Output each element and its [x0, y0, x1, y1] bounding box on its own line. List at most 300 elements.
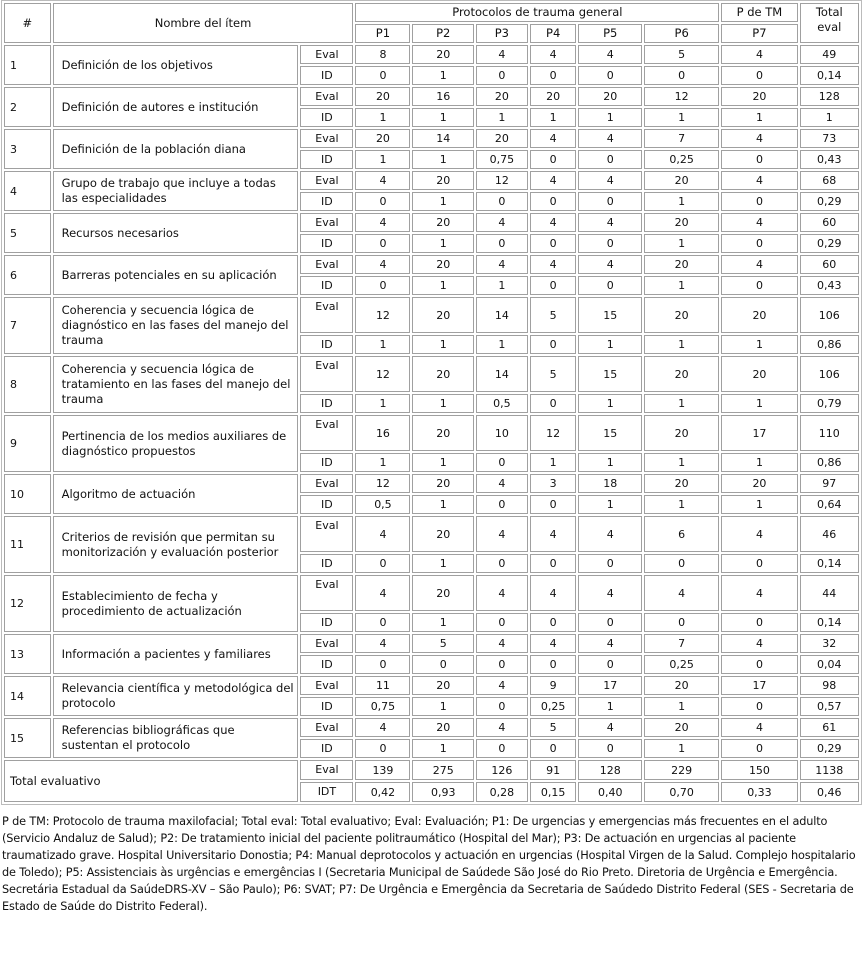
id-cell: 0	[530, 655, 577, 674]
col-header-p4: P4	[530, 24, 577, 43]
protocol-evaluation-table	[1, 0, 862, 805]
eval-cell: 20	[721, 356, 797, 392]
id-cell: 0	[721, 613, 797, 632]
item-name: Algoritmo de actuación	[53, 474, 299, 514]
id-cell: 1	[530, 453, 577, 472]
id-cell: 0	[578, 150, 642, 169]
eval-cell: 4	[530, 516, 577, 552]
col-header-p7: P7	[721, 24, 797, 43]
id-cell: 1	[412, 335, 473, 354]
id-cell: 0	[721, 234, 797, 253]
id-label: ID	[300, 613, 353, 632]
id-label: ID	[300, 495, 353, 514]
eval-cell: 4	[578, 45, 642, 64]
table-row-eval	[4, 171, 859, 190]
total-id-cell: 1	[800, 108, 859, 127]
col-group-maxillofacial: P de TM	[721, 3, 797, 22]
table-row-eval	[4, 516, 859, 552]
id-cell: 0,25	[530, 697, 577, 716]
total-idt-cell: 0,15	[530, 782, 577, 802]
total-eval-cell: 275	[412, 760, 473, 780]
eval-cell: 4	[578, 634, 642, 653]
id-label: ID	[300, 150, 353, 169]
id-label: ID	[300, 739, 353, 758]
eval-cell: 15	[578, 297, 642, 333]
eval-cell: 20	[412, 45, 473, 64]
item-name: Relevancia científica y metodológica del protocolo	[53, 676, 299, 716]
total-idt-cell: 0,33	[721, 782, 797, 802]
eval-cell: 4	[578, 171, 642, 190]
item-number: 4	[4, 171, 51, 211]
total-eval-cell: 97	[800, 474, 859, 493]
id-cell: 0	[476, 192, 528, 211]
eval-cell: 20	[644, 676, 719, 695]
total-eval-cell: 139	[355, 760, 410, 780]
table-row-eval	[4, 129, 859, 148]
id-label: ID	[300, 394, 353, 413]
eval-cell: 20	[412, 516, 473, 552]
id-cell: 0	[530, 276, 577, 295]
item-number: 7	[4, 297, 51, 354]
table-row-eval	[4, 718, 859, 737]
id-label: ID	[300, 234, 353, 253]
id-cell: 1	[476, 108, 528, 127]
total-idt-cell: 0,40	[578, 782, 642, 802]
eval-cell: 20	[644, 171, 719, 190]
total-eval-cell: 126	[476, 760, 528, 780]
eval-cell: 15	[578, 356, 642, 392]
eval-cell: 3	[530, 474, 577, 493]
eval-cell: 6	[644, 516, 719, 552]
eval-cell: 16	[355, 415, 410, 451]
id-cell: 0	[578, 554, 642, 573]
eval-label: Eval	[300, 634, 353, 653]
eval-cell: 20	[644, 255, 719, 274]
eval-cell: 5	[530, 297, 577, 333]
item-name: Coherencia y secuencia lógica de tratamiento en las fases del manejo del trauma	[53, 356, 299, 413]
id-cell: 0	[578, 739, 642, 758]
id-cell: 0,5	[355, 495, 410, 514]
total-id-cell: 0,14	[800, 613, 859, 632]
eval-cell: 17	[721, 676, 797, 695]
eval-cell: 12	[644, 87, 719, 106]
eval-cell: 4	[355, 213, 410, 232]
eval-cell: 20	[412, 718, 473, 737]
eval-cell: 20	[721, 474, 797, 493]
item-number: 5	[4, 213, 51, 253]
eval-cell: 4	[355, 516, 410, 552]
id-cell: 1	[412, 613, 473, 632]
eval-cell: 15	[578, 415, 642, 451]
eval-cell: 20	[412, 171, 473, 190]
id-label: ID	[300, 108, 353, 127]
eval-cell: 18	[578, 474, 642, 493]
eval-cell: 14	[412, 129, 473, 148]
id-cell: 1	[412, 394, 473, 413]
eval-label: Eval	[300, 87, 353, 106]
id-label: ID	[300, 453, 353, 472]
eval-cell: 20	[530, 87, 577, 106]
eval-label: Eval	[300, 255, 353, 274]
id-cell: 1	[644, 276, 719, 295]
total-eval-cell: 46	[800, 516, 859, 552]
eval-label: Eval	[300, 718, 353, 737]
eval-cell: 4	[530, 634, 577, 653]
id-cell: 1	[412, 66, 473, 85]
id-cell: 0	[721, 150, 797, 169]
eval-cell: 20	[412, 356, 473, 392]
id-cell: 0	[578, 66, 642, 85]
item-number: 14	[4, 676, 51, 716]
total-eval-cell: 44	[800, 575, 859, 611]
total-eval-cell: 73	[800, 129, 859, 148]
eval-cell: 11	[355, 676, 410, 695]
total-idt-cell: 0,93	[412, 782, 473, 802]
eval-cell: 4	[476, 516, 528, 552]
eval-cell: 4	[721, 171, 797, 190]
eval-cell: 20	[721, 87, 797, 106]
eval-cell: 4	[355, 575, 410, 611]
id-cell: 1	[476, 276, 528, 295]
id-cell: 0	[721, 655, 797, 674]
id-cell: 0	[530, 66, 577, 85]
id-cell: 0	[721, 192, 797, 211]
eval-cell: 4	[721, 718, 797, 737]
total-eval-cell: 32	[800, 634, 859, 653]
id-cell: 0	[476, 234, 528, 253]
eval-cell: 4	[476, 676, 528, 695]
eval-cell: 4	[530, 45, 577, 64]
total-idt-cell: 0,70	[644, 782, 719, 802]
id-cell: 0	[355, 66, 410, 85]
id-cell: 0	[721, 66, 797, 85]
total-id-cell: 0,79	[800, 394, 859, 413]
id-cell: 1	[412, 495, 473, 514]
id-cell: 0	[644, 613, 719, 632]
eval-cell: 4	[721, 575, 797, 611]
item-number: 6	[4, 255, 51, 295]
id-cell: 1	[578, 453, 642, 472]
eval-label: Eval	[300, 213, 353, 232]
eval-cell: 12	[530, 415, 577, 451]
eval-cell: 20	[412, 213, 473, 232]
item-name: Información a pacientes y familiares	[53, 634, 299, 674]
table-row-eval	[4, 87, 859, 106]
id-cell: 1	[412, 234, 473, 253]
id-cell: 0	[530, 554, 577, 573]
total-row-eval	[4, 760, 859, 780]
total-eval-cell: 229	[644, 760, 719, 780]
id-label: ID	[300, 697, 353, 716]
id-cell: 1	[644, 739, 719, 758]
id-label: ID	[300, 192, 353, 211]
id-cell: 1	[355, 150, 410, 169]
id-cell: 1	[644, 192, 719, 211]
total-idt-cell: 0,28	[476, 782, 528, 802]
eval-cell: 4	[721, 255, 797, 274]
eval-cell: 5	[412, 634, 473, 653]
total-label: Total evaluativo	[4, 760, 298, 802]
eval-cell: 20	[412, 575, 473, 611]
total-id-cell: 0,04	[800, 655, 859, 674]
col-header-p3: P3	[476, 24, 528, 43]
id-cell: 0	[721, 554, 797, 573]
id-cell: 1	[578, 495, 642, 514]
id-cell: 0	[476, 453, 528, 472]
id-label: ID	[300, 554, 353, 573]
id-label: ID	[300, 335, 353, 354]
total-id-cell: 0,29	[800, 234, 859, 253]
eval-cell: 7	[644, 129, 719, 148]
eval-cell: 4	[476, 634, 528, 653]
id-cell: 0	[355, 739, 410, 758]
eval-cell: 4	[721, 516, 797, 552]
item-number: 2	[4, 87, 51, 127]
id-cell: 0	[530, 192, 577, 211]
eval-cell: 4	[721, 45, 797, 64]
col-header-p5: P5	[578, 24, 642, 43]
total-id-cell: 0,57	[800, 697, 859, 716]
id-cell: 1	[412, 697, 473, 716]
id-cell: 1	[530, 108, 577, 127]
id-cell: 0	[476, 655, 528, 674]
eval-cell: 20	[644, 356, 719, 392]
id-cell: 0,5	[476, 394, 528, 413]
id-cell: 0	[644, 66, 719, 85]
id-cell: 1	[578, 108, 642, 127]
id-cell: 0	[355, 613, 410, 632]
eval-cell: 12	[355, 356, 410, 392]
col-header-p2: P2	[412, 24, 473, 43]
item-name: Grupo de trabajo que incluye a todas las especialidades	[53, 171, 299, 211]
col-header-p1: P1	[355, 24, 410, 43]
eval-cell: 4	[578, 129, 642, 148]
id-cell: 0	[721, 276, 797, 295]
id-cell: 0	[476, 66, 528, 85]
table-row-eval	[4, 45, 859, 64]
eval-cell: 20	[412, 676, 473, 695]
id-cell: 1	[644, 335, 719, 354]
total-eval-cell: 128	[578, 760, 642, 780]
total-eval-cell: 60	[800, 255, 859, 274]
id-cell: 0	[721, 697, 797, 716]
id-cell: 0	[476, 739, 528, 758]
id-cell: 0	[578, 655, 642, 674]
eval-cell: 17	[721, 415, 797, 451]
eval-cell: 14	[476, 356, 528, 392]
id-cell: 1	[412, 150, 473, 169]
eval-label: Eval	[300, 676, 353, 695]
total-id-cell: 0,86	[800, 453, 859, 472]
col-header-number: #	[4, 3, 51, 43]
id-cell: 0	[578, 234, 642, 253]
eval-label: Eval	[300, 129, 353, 148]
id-cell: 1	[412, 739, 473, 758]
eval-label: Eval	[300, 415, 353, 451]
id-cell: 1	[355, 108, 410, 127]
total-id-cell: 0,43	[800, 150, 859, 169]
eval-cell: 20	[578, 87, 642, 106]
eval-cell: 4	[530, 575, 577, 611]
id-cell: 0	[578, 192, 642, 211]
eval-cell: 4	[530, 213, 577, 232]
eval-cell: 4	[476, 255, 528, 274]
eval-cell: 4	[355, 171, 410, 190]
eval-cell: 12	[355, 474, 410, 493]
id-cell: 1	[721, 335, 797, 354]
total-id-cell: 0,64	[800, 495, 859, 514]
eval-cell: 4	[476, 474, 528, 493]
id-cell: 1	[644, 108, 719, 127]
eval-cell: 20	[412, 474, 473, 493]
id-cell: 0	[530, 394, 577, 413]
eval-cell: 12	[355, 297, 410, 333]
id-cell: 1	[721, 453, 797, 472]
id-cell: 1	[644, 697, 719, 716]
eval-label: Eval	[300, 45, 353, 64]
item-name: Definición de autores e institución	[53, 87, 299, 127]
eval-cell: 4	[578, 718, 642, 737]
total-eval-cell: 1138	[800, 760, 859, 780]
id-cell: 1	[412, 453, 473, 472]
eval-label: Eval	[300, 356, 353, 392]
total-idt-cell: 0,42	[355, 782, 410, 802]
total-id-cell: 0,43	[800, 276, 859, 295]
eval-cell: 16	[412, 87, 473, 106]
id-cell: 0	[476, 613, 528, 632]
id-cell: 1	[355, 453, 410, 472]
col-header-total: Total eval	[800, 3, 859, 43]
total-idt-cell: 0,46	[800, 782, 859, 802]
item-number: 13	[4, 634, 51, 674]
id-cell: 0,25	[644, 655, 719, 674]
table-row-eval	[4, 415, 859, 451]
id-cell: 0	[721, 739, 797, 758]
eval-cell: 4	[476, 45, 528, 64]
item-number: 15	[4, 718, 51, 758]
eval-cell: 4	[530, 255, 577, 274]
id-cell: 0	[530, 234, 577, 253]
item-name: Criterios de revisión que permitan su monitorización y evaluación posterior	[53, 516, 299, 573]
table-row-eval	[4, 297, 859, 333]
id-cell: 1	[721, 394, 797, 413]
eval-cell: 10	[476, 415, 528, 451]
eval-cell: 20	[412, 297, 473, 333]
id-cell: 0	[355, 554, 410, 573]
eval-cell: 7	[644, 634, 719, 653]
item-name: Recursos necesarios	[53, 213, 299, 253]
item-name: Definición de la población diana	[53, 129, 299, 169]
eval-cell: 4	[578, 255, 642, 274]
eval-cell: 4	[530, 171, 577, 190]
item-number: 8	[4, 356, 51, 413]
id-cell: 0,25	[644, 150, 719, 169]
item-number: 3	[4, 129, 51, 169]
total-id-cell: 0,29	[800, 739, 859, 758]
total-id-cell: 0,29	[800, 192, 859, 211]
id-cell: 1	[644, 495, 719, 514]
eval-cell: 4	[578, 575, 642, 611]
eval-cell: 4	[476, 718, 528, 737]
id-cell: 1	[412, 192, 473, 211]
eval-cell: 20	[476, 87, 528, 106]
total-eval-cell: 98	[800, 676, 859, 695]
eval-cell: 4	[721, 129, 797, 148]
item-name: Pertinencia de los medios auxiliares de diagnóstico propuestos	[53, 415, 299, 472]
eval-label: Eval	[300, 474, 353, 493]
total-eval-cell: 68	[800, 171, 859, 190]
eval-cell: 20	[644, 415, 719, 451]
id-label: ID	[300, 276, 353, 295]
item-number: 12	[4, 575, 51, 632]
id-cell: 0	[355, 655, 410, 674]
eval-cell: 5	[530, 718, 577, 737]
eval-cell: 20	[355, 87, 410, 106]
eval-cell: 4	[578, 516, 642, 552]
item-name: Barreras potenciales en su aplicación	[53, 255, 299, 295]
eval-label: Eval	[300, 171, 353, 190]
id-cell: 1	[355, 335, 410, 354]
eval-cell: 4	[355, 634, 410, 653]
eval-cell: 4	[355, 718, 410, 737]
table-footnote: P de TM: Protocolo de trauma maxilofacial; Total eval: Total evaluativo; Eval: Evaluación; P1: De urgencias y emergencias más frecuentes en el adulto (Servicio Andaluz de Salud); P2: De tratamiento inicial del paciente politraumático (Hospital del Mar); P3: De actuación en urgencias al paciente traumatizado grave. Hospital Universitario Donostia; P4: Manual deprotocolos y actuación en urgencias (Hospital Virgen de la Salud. Complejo hospitalario de Toledo); P5: Assistenciais às urgências e emergências I (Secretaria Municipal de Saúdede São José do Rio Preto. Diretoria de Urgência e Emergência. Secretária Estadual da SaúdeDRS-XV – São Paulo); P6: SVAT; P7: De Urgência e Emergência da Secretaria de Saúdedo Distrito Federal (SES - Secretaria de Estado de Saúde do Distrito Federal).	[2, 815, 856, 913]
table-row-eval	[4, 634, 859, 653]
id-cell: 1	[578, 394, 642, 413]
id-cell: 1	[412, 554, 473, 573]
table-row-eval	[4, 575, 859, 611]
total-eval-cell: 49	[800, 45, 859, 64]
id-cell: 0	[530, 335, 577, 354]
eval-cell: 20	[721, 297, 797, 333]
idt-label: IDT	[300, 782, 353, 802]
eval-cell: 12	[476, 171, 528, 190]
item-name: Definición de los objetivos	[53, 45, 299, 85]
eval-cell: 4	[476, 575, 528, 611]
id-cell: 0	[530, 739, 577, 758]
id-cell: 1	[644, 394, 719, 413]
total-eval-cell: 110	[800, 415, 859, 451]
id-label: ID	[300, 655, 353, 674]
eval-cell: 4	[721, 634, 797, 653]
id-cell: 0,75	[355, 697, 410, 716]
col-group-general-trauma: Protocolos de trauma general	[355, 3, 719, 22]
id-cell: 0	[355, 192, 410, 211]
col-header-p6: P6	[644, 24, 719, 43]
id-cell: 0	[412, 655, 473, 674]
id-cell: 1	[644, 453, 719, 472]
id-cell: 1	[476, 335, 528, 354]
id-cell: 1	[721, 495, 797, 514]
eval-cell: 20	[355, 129, 410, 148]
eval-cell: 20	[644, 213, 719, 232]
id-cell: 1	[578, 335, 642, 354]
eval-cell: 4	[721, 213, 797, 232]
eval-cell: 20	[412, 255, 473, 274]
id-cell: 0	[476, 697, 528, 716]
eval-cell: 20	[644, 297, 719, 333]
id-cell: 1	[355, 394, 410, 413]
total-id-cell: 0,86	[800, 335, 859, 354]
id-cell: 0	[355, 276, 410, 295]
total-eval-cell: 91	[530, 760, 577, 780]
eval-cell: 20	[412, 415, 473, 451]
eval-cell: 4	[355, 255, 410, 274]
id-cell: 0,75	[476, 150, 528, 169]
eval-label: Eval	[300, 297, 353, 333]
table-row-eval	[4, 474, 859, 493]
id-cell: 1	[412, 108, 473, 127]
id-cell: 0	[476, 554, 528, 573]
